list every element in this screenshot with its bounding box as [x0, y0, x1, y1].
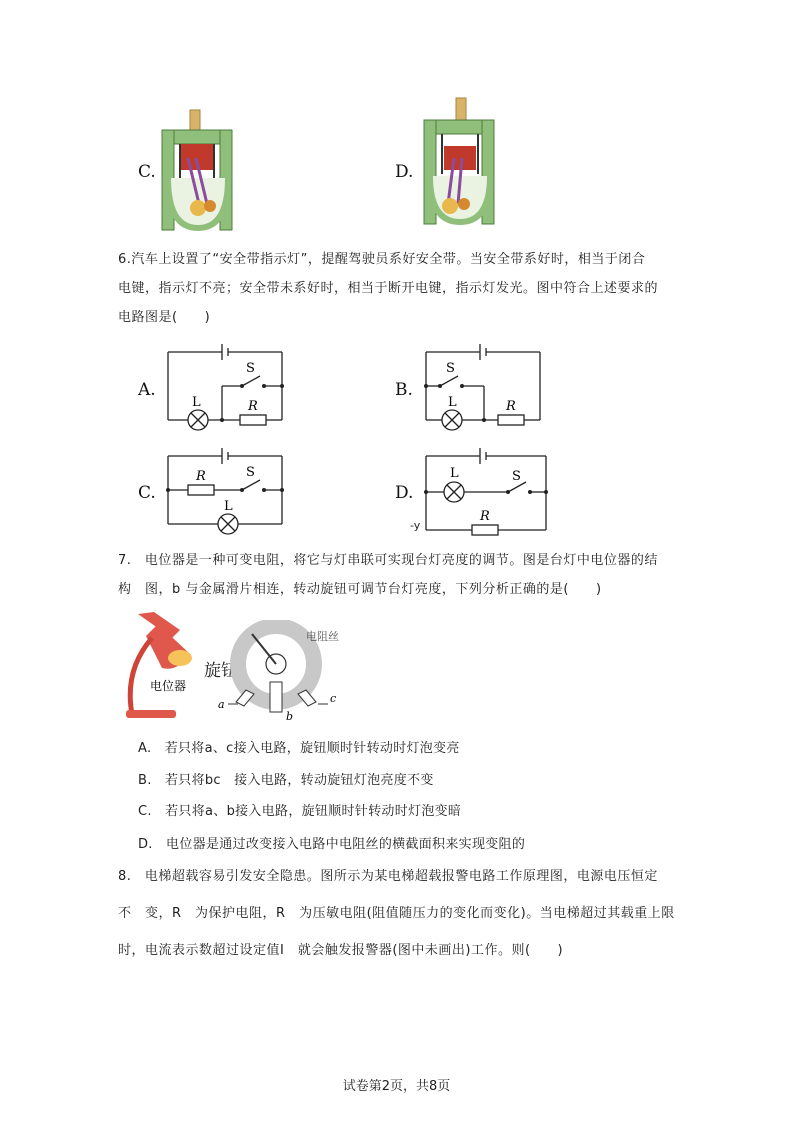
page-footer: 试卷第2页，共8页	[342, 1079, 451, 1094]
q7-stem	[118, 546, 688, 604]
knob-label: 旋钮	[204, 661, 238, 681]
q6-line-1: 6.汽车上设置了“安全带指示灯”，提醒驾驶员系好安全带。当安全带系好时，相当于闭合	[118, 252, 646, 267]
circuit-d-label-l: L	[450, 466, 459, 481]
q8-line-1: 8. 电梯超载容易引发安全隐患。图所示为某电梯超载报警电路工作原理图，电源电压恒定	[118, 869, 658, 884]
circuit-c-label-s: S	[246, 465, 255, 480]
resistance-wire-label: 电阻丝	[306, 630, 339, 643]
q6-option-c-label: C.	[138, 483, 156, 503]
circuit-a-label-r: R	[248, 399, 258, 414]
engine-diagram-c	[160, 108, 235, 233]
circuit-d-label-s: S	[512, 469, 521, 484]
circuit-b-label-r: R	[506, 399, 516, 414]
stray-mark: -y	[410, 519, 421, 532]
q6-stem	[118, 245, 688, 332]
q8-line-3: 时，电流表示数超过设定值I 就会触发报警器(图中未画出)工作。则( )	[118, 943, 564, 958]
circuit-d	[418, 444, 553, 544]
q7-line-2: 构 图，b 与金属滑片相连，转动旋钮可调节台灯亮度，下列分析正确的是( )	[118, 582, 602, 597]
circuit-a-label-l: L	[192, 395, 201, 410]
q6-line-3: 电路图是( )	[118, 310, 211, 325]
circuit-b-label-s: S	[446, 361, 455, 376]
q7-line-1: 7. 电位器是一种可变电阻，将它与灯串联可实现台灯亮度的调节。图是台灯中电位器的结	[118, 553, 658, 568]
circuit-c-label-r: R	[196, 469, 206, 484]
circuit-d-label-r: R	[480, 509, 490, 524]
q7-choice-a: A. 若只将a、c接入电路，旋钮顺时针转动时灯泡变亮	[138, 741, 460, 756]
q7-choice-b: B. 若只将bc 接入电路，转动旋钮灯泡亮度不变	[138, 773, 434, 788]
q8-line-2: 不 变，R 为保护电阻，R 为压敏电阻(阻值随压力的变化而变化)。当电梯超过其载重上限	[118, 906, 675, 921]
q7-choice-d: D. 电位器是通过改变接入电路中电阻丝的横截面积来实现变阻的	[138, 837, 526, 852]
q8-stem	[118, 858, 688, 969]
terminal-c-label: c	[330, 692, 337, 705]
circuit-c	[160, 444, 290, 544]
q5-option-c-label: C.	[138, 162, 156, 182]
circuit-b	[418, 340, 548, 440]
terminal-b-label: b	[286, 710, 294, 723]
q6-option-b-label: B.	[395, 380, 413, 400]
desk-lamp-picture	[118, 610, 213, 722]
q5-option-d-label: D.	[395, 162, 414, 182]
q6-option-d-label: D.	[395, 483, 414, 503]
terminal-a-label: a	[218, 698, 225, 711]
circuit-c-label-l: L	[224, 499, 233, 514]
q6-line-2: 电键，指示灯不亮；安全带未系好时，相当于断开电键，指示灯发光。图中符合上述要求的	[118, 281, 659, 296]
lamp-label: 电位器	[150, 679, 187, 693]
q6-option-a-label: A.	[138, 380, 156, 400]
q7-choice-c: C. 若只将a、b接入电路，旋钮顺时针转动时灯泡变暗	[138, 804, 462, 819]
circuit-a	[160, 340, 290, 440]
engine-diagram-d	[420, 96, 495, 228]
potentiometer-diagram	[214, 620, 354, 724]
circuit-a-label-s: S	[246, 361, 255, 376]
circuit-b-label-l: L	[448, 395, 457, 410]
